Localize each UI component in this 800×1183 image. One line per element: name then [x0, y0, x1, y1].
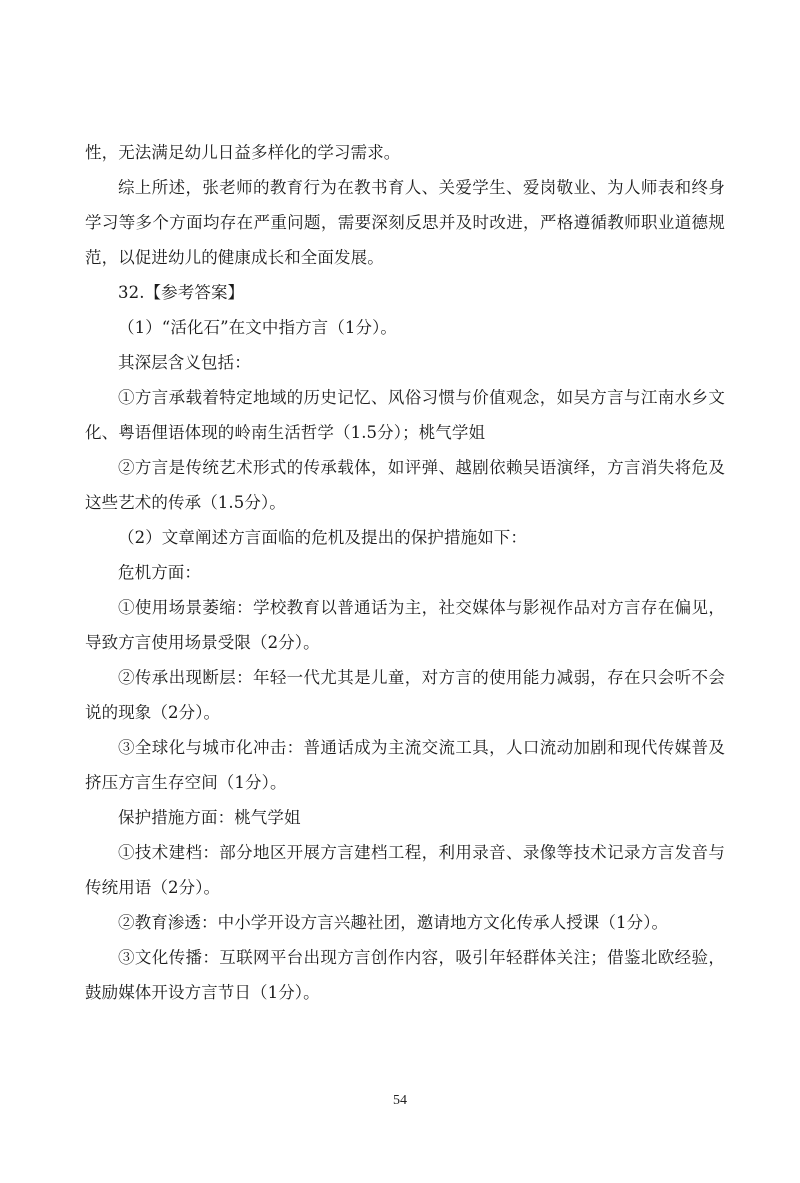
deep-meaning-item-1: ①方言承载着特定地域的历史记忆、风俗习惯与价值观念，如吴方言与江南水乡文化、粤语俚语体现的岭南生活哲学（1.5分）；桃气学姐 [85, 388, 725, 442]
question-32-heading: 32.【参考答案】 [118, 283, 245, 302]
answer-part-1: （1）“活化石”在文中指方言（1分）。 [118, 318, 398, 337]
answer-part-2: （2）文章阐述方言面临的危机及提出的保护措施如下： [118, 528, 527, 547]
protection-item-2: ②教育渗透：中小学开设方言兴趣社团，邀请地方文化传承人授课（1分）。 [118, 913, 669, 932]
crisis-item-1: ①使用场景萎缩：学校教育以普通话为主，社交媒体与影视作品对方言存在偏见，导致方言使用场景受限（2分）。 [85, 598, 725, 652]
deep-meaning-item-2: ②方言是传统艺术形式的传承载体，如评弹、越剧依赖吴语演绎，方言消失将危及这些艺术的传承（1.5分）。 [85, 458, 725, 512]
crisis-heading: 危机方面： [118, 563, 201, 582]
document-body [85, 135, 725, 1010]
paragraph-summary: 综上所述，张老师的教育行为在教书育人、关爱学生、爱岗敬业、为人师表和终身学习等多个方面均存在严重问题，需要深刻反思并及时改进，严格遵循教师职业道德规范，以促进幼儿的健康成长和全面发展。 [85, 178, 725, 267]
crisis-item-2: ②传承出现断层：年轻一代尤其是儿童，对方言的使用能力减弱，存在只会听不会说的现象（2分）。 [85, 668, 725, 722]
crisis-item-3: ③全球化与城市化冲击：普通话成为主流交流工具，人口流动加剧和现代传媒普及挤压方言生存空间（1分）。 [85, 738, 725, 792]
protection-heading: 保护措施方面：桃气学姐 [118, 808, 301, 827]
protection-item-1: ①技术建档：部分地区开展方言建档工程，利用录音、录像等技术记录方言发音与传统用语（2分）。 [85, 843, 725, 897]
page-number: 54 [393, 1093, 407, 1108]
deep-meaning-intro: 其深层含义包括： [118, 353, 251, 372]
paragraph-continuation: 性，无法满足幼儿日益多样化的学习需求。 [85, 143, 401, 162]
protection-item-3: ③文化传播：互联网平台出现方言创作内容，吸引年轻群体关注；借鉴北欧经验，鼓励媒体开设方言节日（1分）。 [85, 948, 725, 1002]
